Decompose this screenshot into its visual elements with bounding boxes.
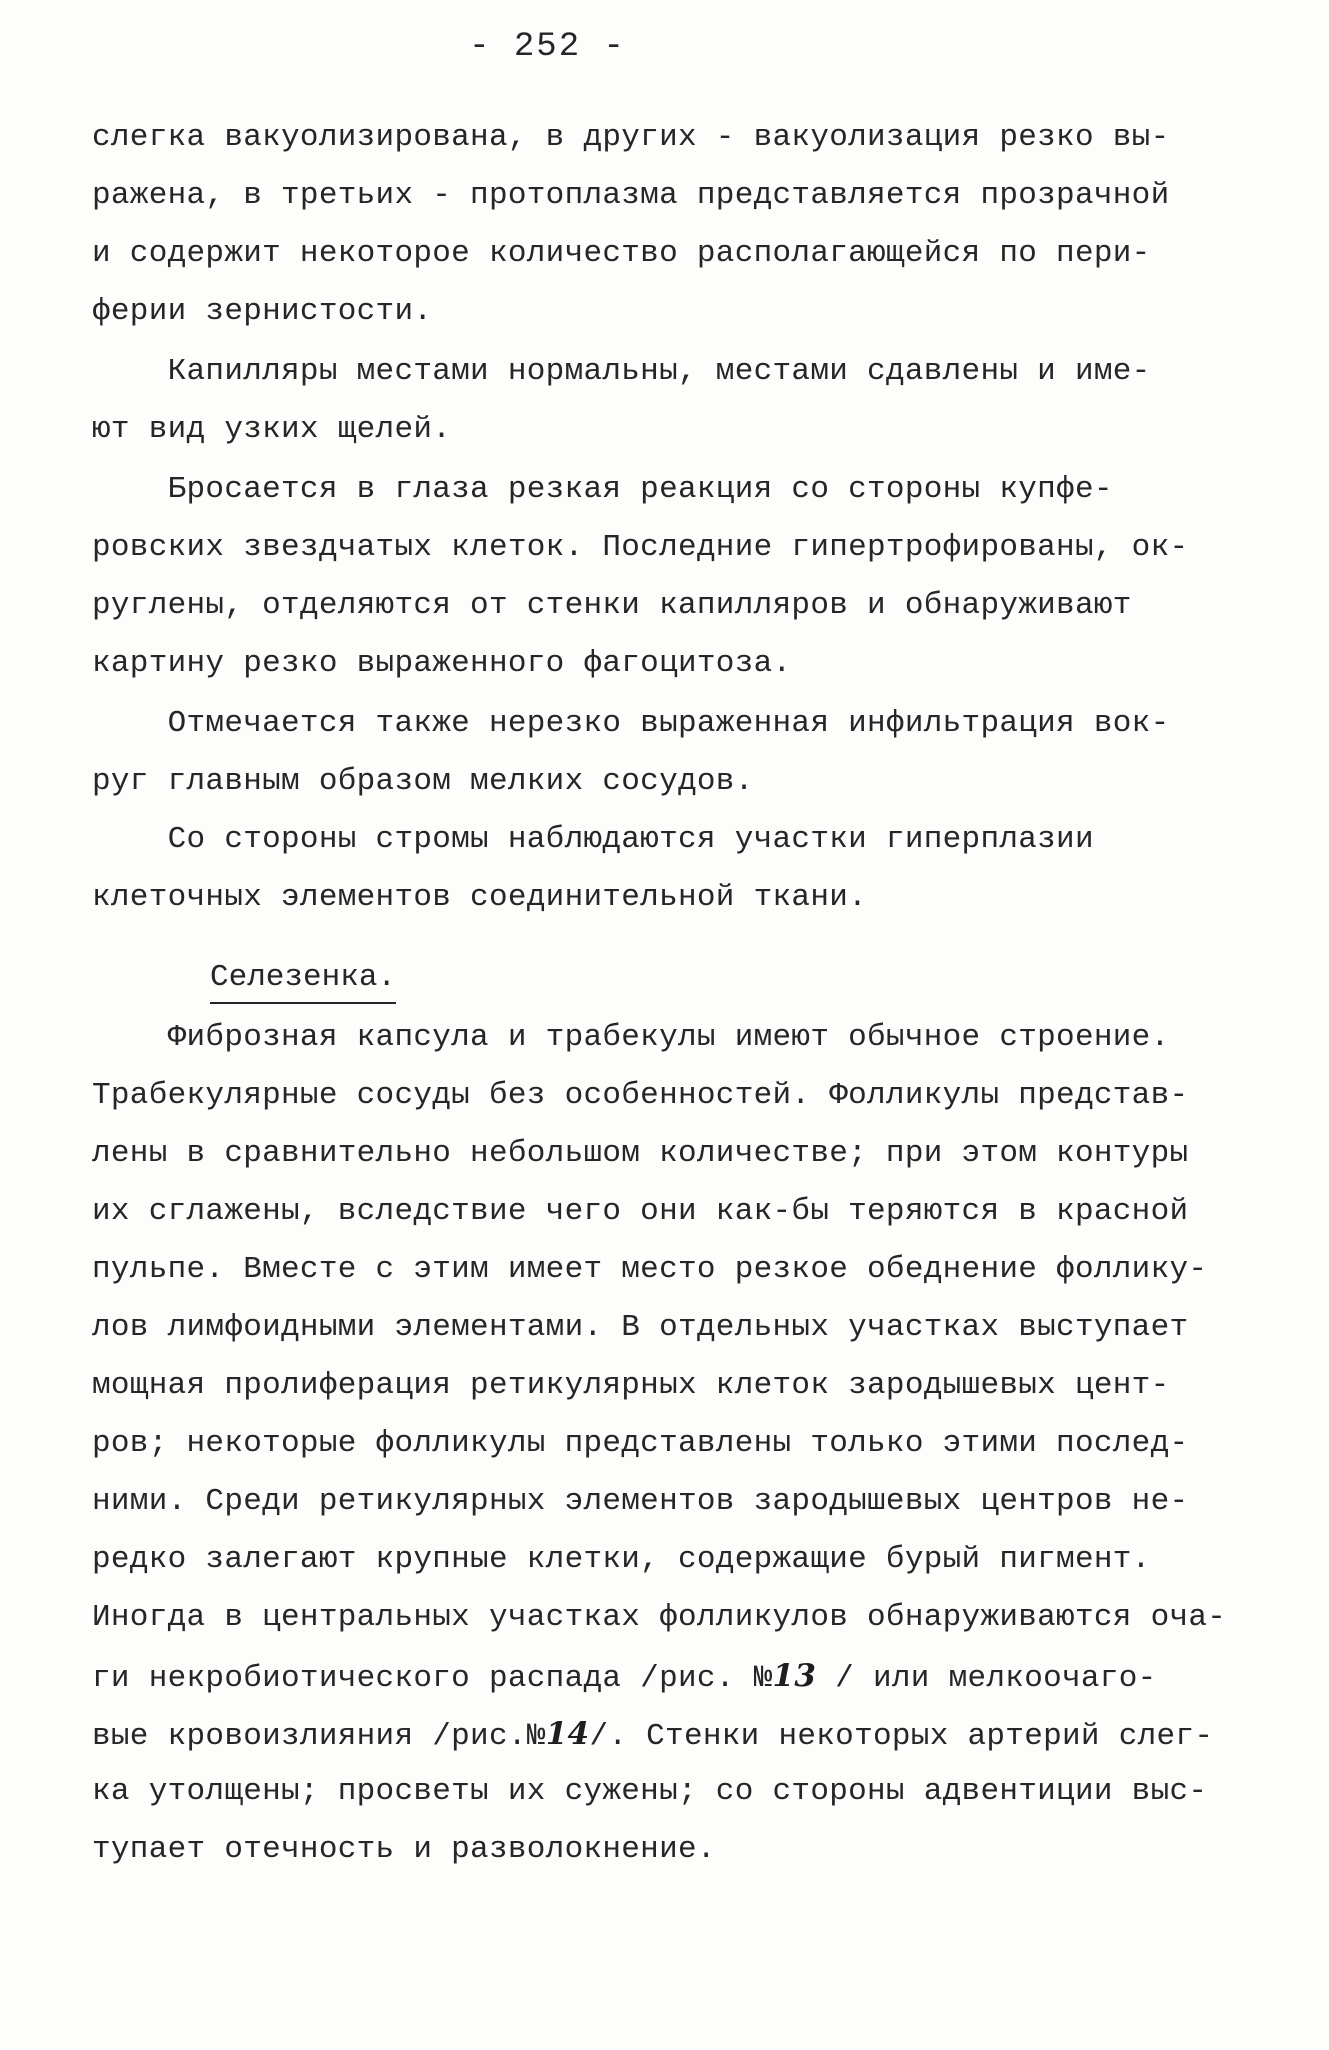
text-line: Иногда в центральных участках фолликулов обнаруживаются оча-	[92, 1600, 1227, 1635]
text-line: руг главным образом мелких сосудов.	[92, 764, 754, 799]
text-line: Фиброзная капсула и трабекулы имеют обычное строение.	[92, 1020, 1170, 1055]
text-segment: вые кровоизлияния /рис.№	[92, 1719, 546, 1754]
text-line: ражена, в третьих - протоплазма представляется прозрачной	[92, 178, 1170, 213]
text-line: их сглажены, вследствие чего они как-бы теряются в красной	[92, 1194, 1189, 1229]
text-line: картину резко выраженного фагоцитоза.	[92, 646, 792, 681]
text-segment: /. Стенки некоторых артерий слег-	[589, 1719, 1214, 1754]
text-line: тупает отечность и разволокнение.	[92, 1832, 716, 1867]
handwritten-figure-number: 13	[772, 1658, 817, 1694]
text-segment: / или мелкоочаго-	[816, 1661, 1157, 1696]
text-line: Трабекулярные сосуды без особенностей. Фолликулы представ-	[92, 1078, 1189, 1113]
text-line: ними. Среди ретикулярных элементов зародышевых центров не-	[92, 1484, 1189, 1519]
text-line: ферии зернистости.	[92, 294, 433, 329]
text-line: ка утолщены; просветы их сужены; со стороны адвентиции выс-	[92, 1774, 1208, 1809]
text-segment: ги некробиотического распада /рис. №	[92, 1661, 773, 1696]
text-line: Бросается в глаза резкая реакция со стороны купфе-	[92, 472, 1113, 507]
text-line: слегка вакуолизирована, в других - вакуолизация резко вы-	[92, 120, 1170, 155]
text-line: Со стороны стромы наблюдаются участки гиперплазии	[92, 822, 1094, 857]
text-line: клеточных элементов соединительной ткани.	[92, 880, 868, 915]
text-line: мощная пролиферация ретикулярных клеток зародышевых цент-	[92, 1368, 1170, 1403]
handwritten-figure-number: 14	[545, 1716, 590, 1752]
text-line	[92, 1714, 1213, 1757]
text-line: руглены, отделяются от стенки капилляров и обнаруживают	[92, 588, 1132, 623]
text-line: ровских звездчатых клеток. Последние гипертрофированы, ок-	[92, 530, 1189, 565]
section-heading: Селезенка.	[210, 958, 396, 1004]
text-line: Капилляры местами нормальны, местами сдавлены и име-	[92, 354, 1151, 389]
text-line: пульпе. Вместе с этим имеет место резкое обеднение фоллику-	[92, 1252, 1208, 1287]
text-line: ров; некоторые фолликулы представлены только этими послед-	[92, 1426, 1189, 1461]
page-number: - 252 -	[469, 28, 626, 66]
text-line: и содержит некоторое количество располагающейся по пери-	[92, 236, 1151, 271]
text-line: лов лимфоидными элементами. В отдельных участках выступает	[92, 1310, 1189, 1345]
text-line: ют вид узких щелей.	[92, 412, 452, 447]
text-line: редко залегают крупные клетки, содержащие бурый пигмент.	[92, 1542, 1151, 1577]
text-line: Отмечается также нерезко выраженная инфильтрация вок-	[92, 706, 1170, 741]
text-line	[92, 1656, 1157, 1699]
text-line: лены в сравнительно небольшом количестве; при этом контуры	[92, 1136, 1189, 1171]
